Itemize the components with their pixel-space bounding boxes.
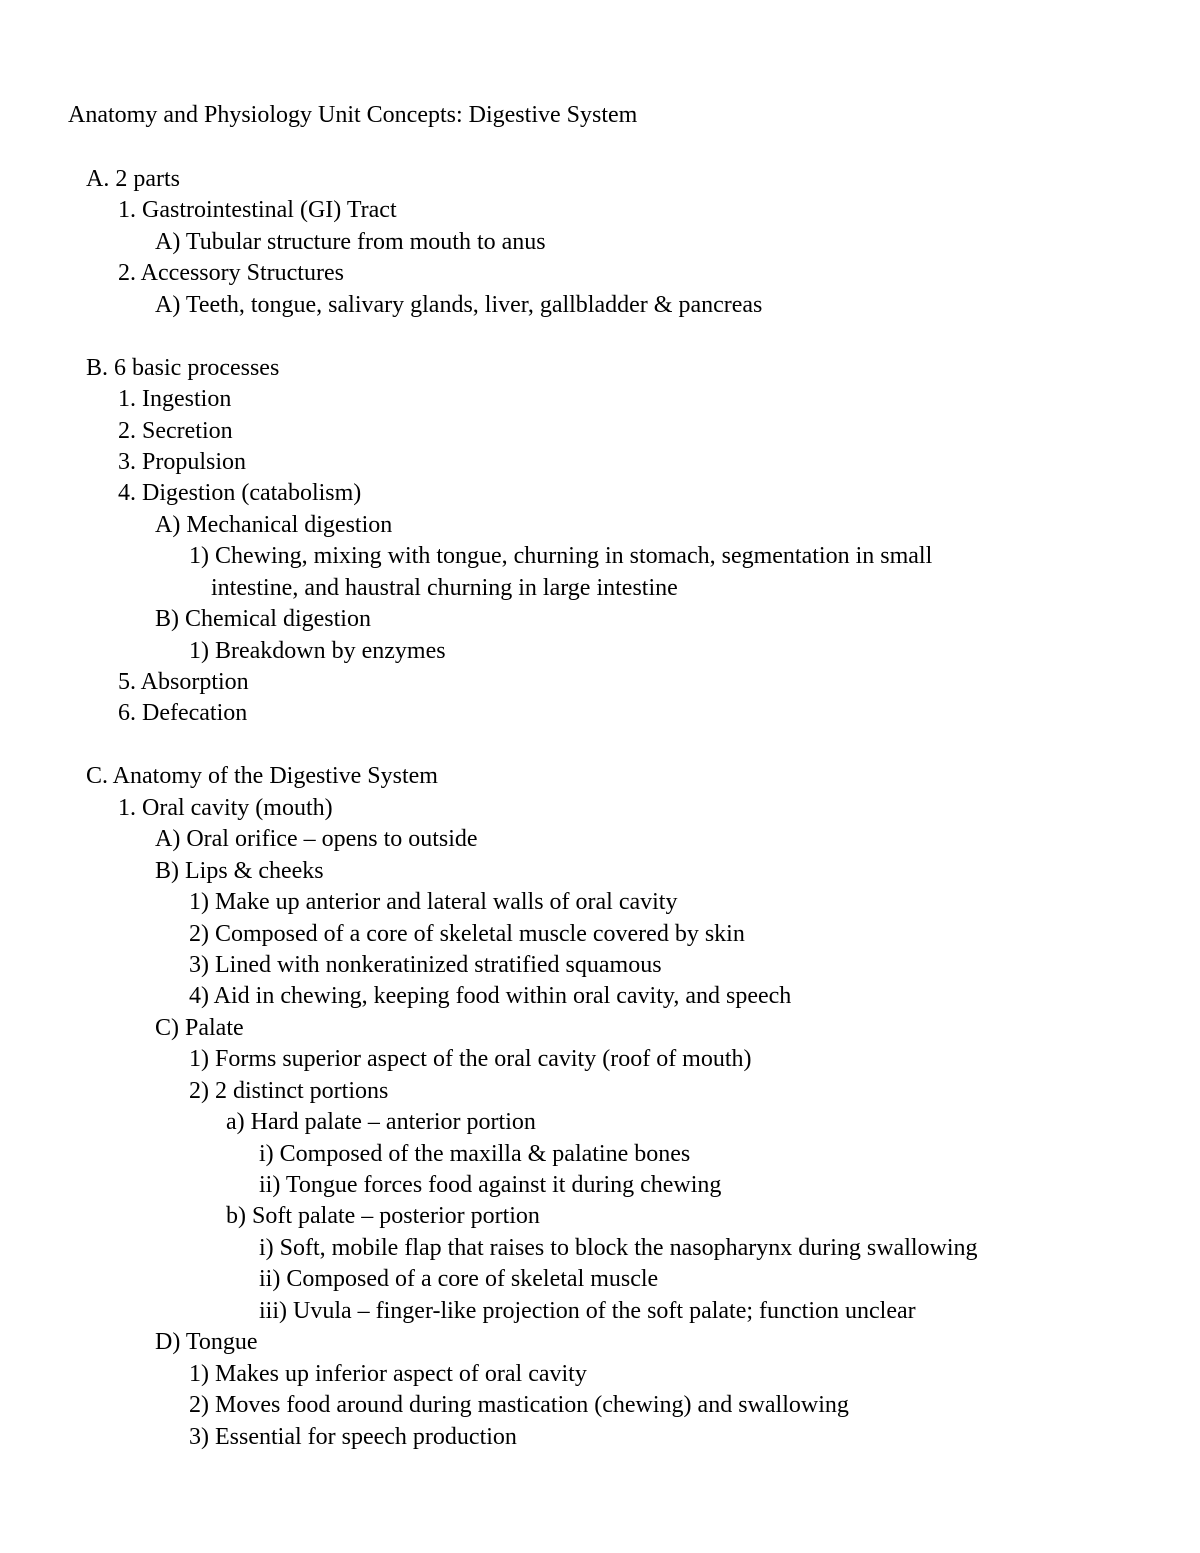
outline-item: iii) Uvula – finger-like projection of the soft palate; function unclear <box>259 1297 916 1324</box>
outline-item: B) Chemical digestion <box>155 606 371 633</box>
outline-item: i) Composed of the maxilla & palatine bones <box>259 1140 691 1167</box>
blank-line <box>0 321 1200 352</box>
outline-item: 2. Accessory Structures <box>118 260 344 287</box>
document-title: Anatomy and Physiology Unit Concepts: Digestive System <box>68 102 638 128</box>
outline-item: 1) Makes up inferior aspect of oral cavity <box>189 1360 587 1387</box>
outline-item: 2) 2 distinct portions <box>189 1077 389 1104</box>
outline-item: A) Tubular structure from mouth to anus <box>155 228 546 255</box>
outline-item: B. 6 basic processes <box>86 354 280 381</box>
outline-item: A) Oral orifice – opens to outside <box>155 826 478 853</box>
outline-item: D) Tongue <box>155 1329 258 1356</box>
outline-item: 6. Defecation <box>118 700 248 727</box>
outline-item: 3. Propulsion <box>118 448 247 475</box>
outline-item: B) Lips & cheeks <box>155 857 324 884</box>
outline-item: 3) Essential for speech production <box>189 1423 517 1450</box>
outline-item: a) Hard palate – anterior portion <box>226 1109 536 1136</box>
outline-item: 1) Chewing, mixing with tongue, churning in stomach, segmentation in small <box>189 543 933 570</box>
outline-item: 4. Digestion (catabolism) <box>118 480 362 507</box>
outline-item: C) Palate <box>155 1014 244 1041</box>
outline-item: ii) Tongue forces food against it during chewing <box>259 1172 722 1198</box>
outline-item: 1) Forms superior aspect of the oral cavity (roof of mouth) <box>189 1046 752 1073</box>
outline-item: A. 2 parts <box>86 166 180 192</box>
outline-item: 5. Absorption <box>118 669 249 695</box>
outline-item: 1. Gastrointestinal (GI) Tract <box>118 197 397 224</box>
outline-item: 2) Moves food around during mastication (chewing) and swallowing <box>189 1392 849 1419</box>
outline-item: A) Teeth, tongue, salivary glands, liver, gallbladder & pancreas <box>155 291 763 318</box>
outline-item: C. Anatomy of the Digestive System <box>86 763 438 790</box>
outline-item: b) Soft palate – posterior portion <box>226 1203 540 1230</box>
outline-item: 2) Composed of a core of skeletal muscle covered by skin <box>189 920 745 947</box>
outline-item: i) Soft, mobile flap that raises to block the nasopharynx during swallowing <box>259 1234 978 1261</box>
outline-item: 1. Ingestion <box>118 386 232 413</box>
outline-item: 1) Make up anterior and lateral walls of oral cavity <box>189 889 678 916</box>
outline-item-continuation: intestine, and haustral churning in large intestine <box>211 574 678 601</box>
outline-item: 1. Oral cavity (mouth) <box>118 794 333 821</box>
blank-line <box>0 730 1200 761</box>
outline-item: A) Mechanical digestion <box>155 511 393 538</box>
outline-item: 1) Breakdown by enzymes <box>189 637 446 664</box>
outline-item: 4) Aid in chewing, keeping food within oral cavity, and speech <box>189 983 792 1010</box>
outline <box>0 164 1200 1453</box>
outline-item: 2. Secretion <box>118 417 233 444</box>
outline-item: ii) Composed of a core of skeletal muscle <box>259 1266 659 1293</box>
outline-item: 3) Lined with nonkeratinized stratified squamous <box>189 951 662 978</box>
